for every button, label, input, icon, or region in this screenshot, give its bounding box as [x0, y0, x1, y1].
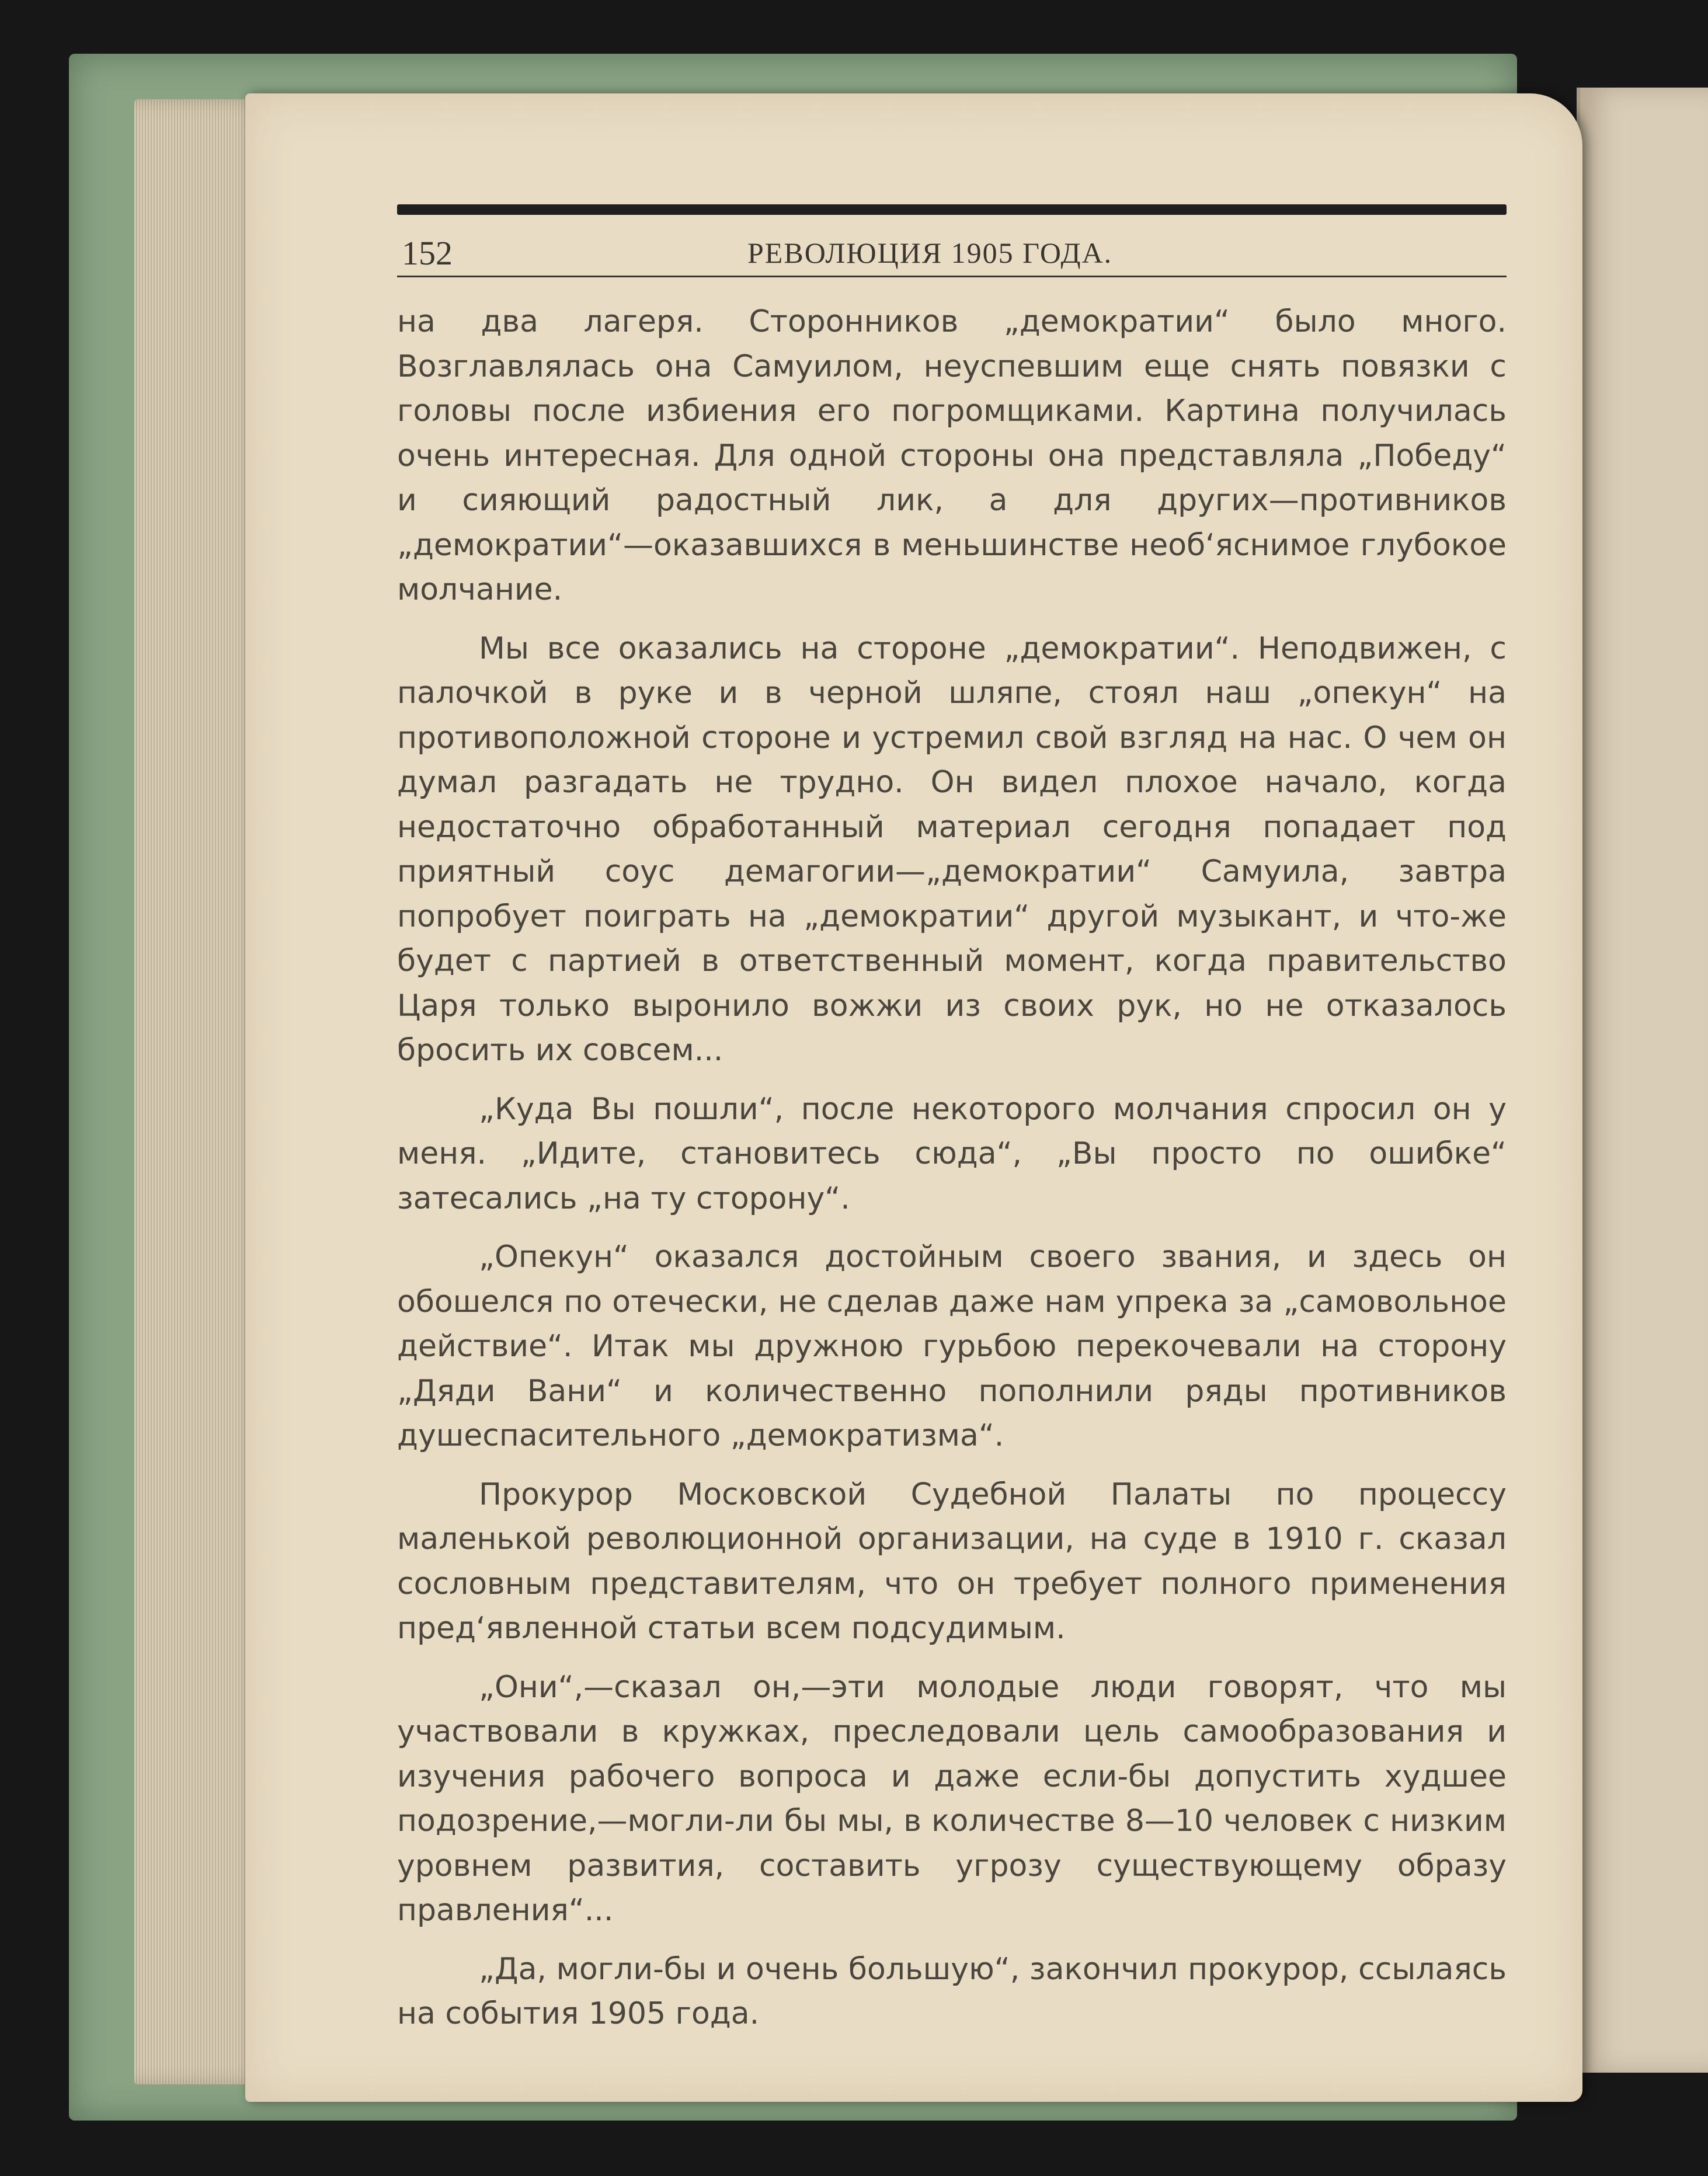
paragraph: „Куда Вы пошли“, после некоторого молчания спросил он у меня. „Идите, становитесь сюда“, „Вы просто по ошибке“ затесались „на ту сторону“.: [397, 1091, 1507, 1216]
running-title: РЕВОЛЮЦИЯ 1905 ГОДА.: [747, 236, 1113, 269]
header-underline: [397, 276, 1507, 277]
book-page: [245, 93, 1582, 2102]
paragraph: „Опекун“ оказался достойным своего звания, и здесь он обошелся по отечески, не сделав даже нам упрека за „самовольное действие“. Итак мы дружною гурьбою перекочевали на сторону „Дяди Вани“ и количественно пополнили ряды противников душеспасительного „демократизма“.: [397, 1240, 1507, 1453]
paragraph: Мы все оказались на стороне „демократии“. Неподвижен, с палочкой в руке и в черной шляпе, стоял наш „опекун“ на противоположной стороне и устремил свой взгляд на нас. О чем он думал разгадать не трудно. Он видел плохое начало, когда недостаточно обработанный материал сегодня попадает под приятный соус демагогии—„демократии“ Самуила, завтра попробует поиграть на „демократии“ другой музыкант, и что-же будет с партией в ответственный момент, когда правительство Царя только выронило вожжи из своих рук, но не отказалось бросить их совсем...: [397, 631, 1507, 1068]
running-head: [397, 234, 1507, 272]
header-rule: [397, 204, 1507, 215]
paragraph: Прокурор Московской Судебной Палаты по процессу маленькой революционной организации, на суде в 1910 г. сказал сословным представителям, что он требует полного применения пред‘явленной статьи всем подсудимым.: [397, 1477, 1507, 1646]
page-number: 152: [402, 234, 453, 272]
facing-page: [1577, 88, 1708, 2073]
paragraph: на два лагеря. Сторонников „демократии“ было много. Возглавлялась она Самуилом, неуспевшим еще снять повязки с головы после избиения его погромщиками. Картина получилась очень интересная. Для одной стороны она представляла „Победу“ и сияющий радостный лик, а для других—противников „демократии“—оказавшихся в меньшинстве необ‘яснимое глубокое молчание.: [397, 304, 1507, 607]
body-text: [397, 300, 1507, 2036]
page-content: [397, 204, 1507, 2036]
paragraph: „Они“,—сказал он,—эти молодые люди говорят, что мы участвовали в кружках, преследовали цель самообразования и изучения рабочего вопроса и даже если-бы допустить худшее подозрение,—могли-ли бы мы, в количестве 8—10 человек с низким уровнем развития, составить угрозу существующему образу правления“...: [397, 1669, 1507, 1928]
paragraph: „Да, могли-бы и очень большую“, закончил прокурор, ссылаясь на события 1905 года.: [397, 1951, 1507, 2031]
